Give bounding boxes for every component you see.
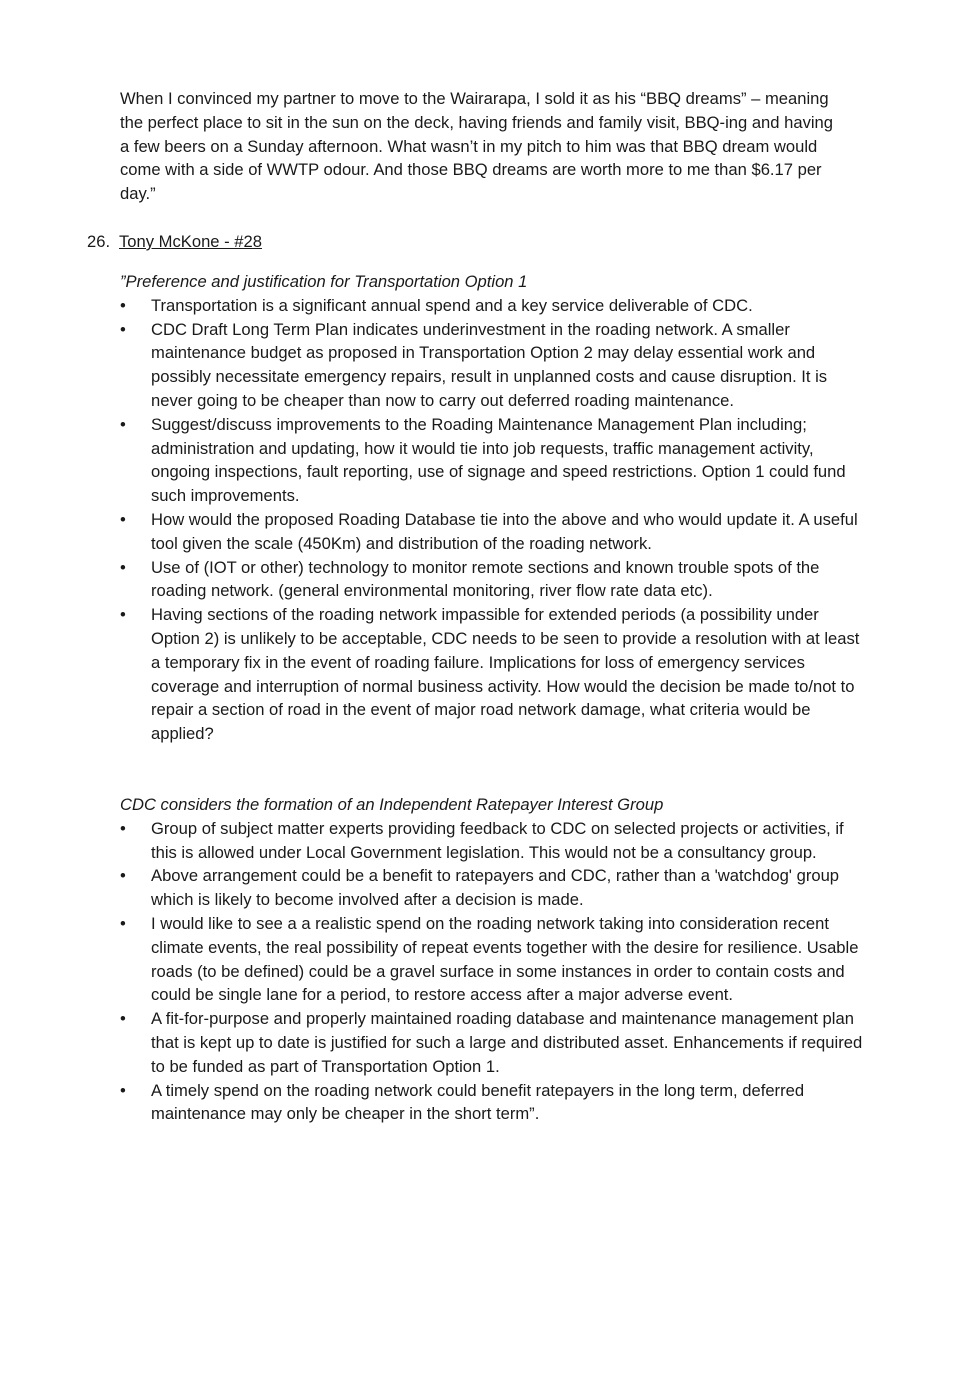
bullet-icon: • (120, 414, 126, 434)
submitter-entry (87, 230, 262, 254)
list-item (120, 1079, 865, 1127)
list-item (120, 318, 865, 413)
bullet-icon: • (120, 1009, 126, 1029)
list-item-text: A fit-for-purpose and properly maintained roading database and maintenance management plan that is kept up to date is justified for such a large and distributed asset. Enhancements if required to be funded as part of Transportation Option 1. (151, 1009, 863, 1076)
list-item (120, 912, 865, 1007)
list-item (120, 294, 865, 318)
bullet-icon: • (120, 866, 126, 886)
bullet-icon: • (120, 818, 126, 838)
list-item (120, 1007, 865, 1078)
list-item (120, 508, 865, 556)
list-item-text: How would the proposed Roading Database tie into the above and who would update it. A useful tool given the scale (450Km) and distribution of the roading network. (151, 509, 858, 553)
list-item (120, 556, 865, 604)
bullet-icon: • (120, 319, 126, 339)
section-transportation-option (120, 270, 865, 746)
bullet-icon: • (120, 913, 126, 933)
intro-quote (120, 87, 840, 206)
list-item-text: Group of subject matter experts providing feedback to CDC on selected projects or activities, if this is allowed under Local Government legislation. This would not be a consultancy group. (151, 818, 844, 862)
intro-paragraph: When I convinced my partner to move to the Wairarapa, I sold it as his “BBQ dreams” – meaning the perfect place to sit in the sun on the deck, having friends and family visit, BBQ-ing and having a few beers on a Sunday afternoon. What wasn’t in my pitch to him was that BBQ dream would come with a side of WWTP odour. And those BBQ dreams are worth more to me than $6.17 per day.” (120, 89, 834, 204)
submission-number: 26. (87, 232, 111, 251)
list-item-text: A timely spend on the roading network could benefit ratepayers in the long term, deferred maintenance may only be cheaper in the short term”. (151, 1080, 805, 1124)
list-item (120, 817, 865, 865)
list-item (120, 864, 865, 912)
bullet-icon: • (120, 557, 126, 577)
bullet-icon: • (120, 605, 126, 625)
list-item-text: Transportation is a significant annual spend and a key service deliverable of CDC. (151, 295, 753, 315)
list-item-text: Above arrangement could be a benefit to ratepayers and CDC, rather than a 'watchdog' group which is likely to become involved after a decision is made. (151, 866, 840, 910)
section-ratepayer-interest-group (120, 793, 865, 1126)
list-item-text: CDC Draft Long Term Plan indicates underinvestment in the roading network. A smaller maintenance budget as proposed in Transportation Option 2 may delay essential work and possibly necessitate emergency repairs, result in unplanned costs and cause disruption. It is never going to be cheaper than now to carry out deferred roading maintenance. (151, 319, 828, 410)
bullet-list (120, 294, 865, 746)
list-item-text: Having sections of the roading network impassible for extended periods (a possibility under Option 2) is unlikely to be acceptable, CDC needs to be seen to provide a resolution with at least a temporary fix in the event of roading failure. Implications for loss of emergency services coverage and interruption of normal business activity. How would the decision be made to/not to repair a section of road in the event of major road network damage, what criteria would be applied? (151, 605, 860, 744)
bullet-list (120, 817, 865, 1126)
bullet-icon: • (120, 1080, 126, 1100)
list-item (120, 603, 865, 746)
section-heading: ”Preference and justification for Transportation Option 1 (120, 272, 528, 291)
bullet-icon: • (120, 509, 126, 529)
bullet-icon: • (120, 295, 126, 315)
list-item (120, 413, 865, 508)
list-item-text: Use of (IOT or other) technology to monitor remote sections and known trouble spots of the roading network. (general environmental monitoring, river flow rate data etc). (151, 557, 820, 601)
list-item-text: I would like to see a a realistic spend on the roading network taking into consideration recent climate events, the real possibility of repeat events together with the desire for resilience. Usable roads (to be defined) could be a gravel surface in some instances in order to contain costs and could be single lane for a period, to restore access after a major adverse event. (151, 913, 859, 1005)
submitter-name: Tony McKone - #28 (119, 232, 262, 251)
section-heading: CDC considers the formation of an Independent Ratepayer Interest Group (120, 795, 664, 814)
list-item-text: Suggest/discuss improvements to the Roading Maintenance Management Plan including; administration and updating, how it would tie into job requests, traffic management activity, ongoing inspections, fault reporting, use of signage and speed restrictions. Option 1 could fund such improvements. (151, 414, 846, 506)
